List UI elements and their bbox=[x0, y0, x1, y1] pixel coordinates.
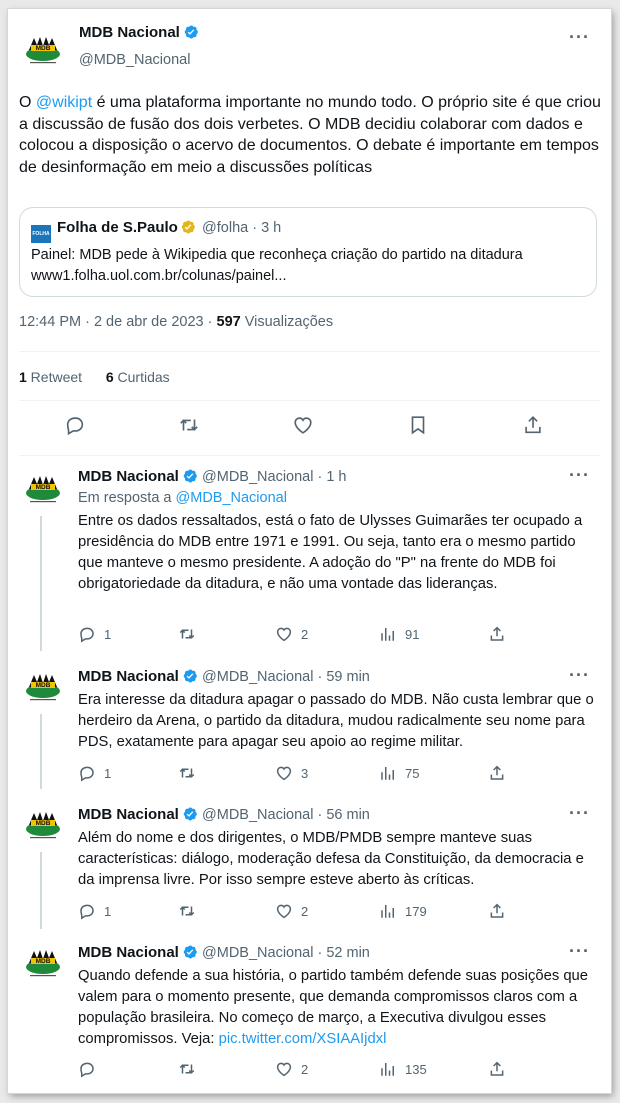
svg-text:MDB: MDB bbox=[35, 958, 51, 965]
retweet-button[interactable] bbox=[178, 1060, 204, 1078]
views-button[interactable]: 179 bbox=[379, 902, 427, 920]
share-icon bbox=[488, 625, 506, 643]
mdb-logo-icon bbox=[22, 804, 64, 846]
mdb-logo-icon bbox=[22, 468, 64, 510]
likes-stat[interactable]: 6 Curtidas bbox=[105, 369, 170, 385]
retweet-icon bbox=[178, 902, 196, 920]
author-handle[interactable]: @MDB_Nacional bbox=[79, 52, 191, 68]
share-button[interactable] bbox=[488, 902, 514, 920]
quote-title: Painel: MDB pede à Wikipedia que reconheça criação do partido na ditadura bbox=[31, 247, 523, 263]
quote-url: www1.folha.uol.com.br/colunas/painel... bbox=[31, 268, 287, 284]
verified-badge-icon bbox=[183, 24, 199, 40]
bookmark-icon[interactable] bbox=[407, 414, 429, 436]
tweet-text bbox=[19, 92, 604, 178]
quote-source-name: Folha de S.Paulo bbox=[57, 219, 178, 236]
reply-author-name[interactable]: MDB Nacional bbox=[78, 806, 179, 823]
reply-handle-time[interactable]: @MDB_Nacional · 52 min bbox=[202, 945, 370, 961]
retweets-stat[interactable]: 1 Retweet bbox=[19, 369, 83, 385]
retweet-button[interactable] bbox=[178, 764, 204, 782]
verified-badge-icon bbox=[182, 468, 198, 484]
reply-author-name[interactable]: MDB Nacional bbox=[78, 468, 179, 485]
thread-line bbox=[40, 714, 42, 789]
views-button[interactable]: 135 bbox=[379, 1060, 427, 1078]
svg-text:MDB: MDB bbox=[35, 484, 51, 491]
mdb-logo-avatar[interactable] bbox=[22, 468, 64, 510]
like-icon[interactable] bbox=[292, 414, 314, 436]
quote-source-handle: @folha · 3 h bbox=[202, 220, 282, 236]
views-label: Visualizações bbox=[240, 314, 334, 330]
reply-text: Era interesse da ditadura apagar o passado do MDB. Não custa lembrar que o herdeiro da Arena, o partido da ditadura, mudou radicalmente seu nome para PDS, exatamente para apagar seu apoio ao regime militar. bbox=[78, 692, 594, 750]
more-options-icon[interactable]: ··· bbox=[569, 803, 590, 823]
reply-icon[interactable] bbox=[64, 414, 86, 436]
more-options-icon[interactable]: ··· bbox=[569, 27, 590, 47]
reply-handle-time[interactable]: @MDB_Nacional · 56 min bbox=[202, 807, 370, 823]
reply-button[interactable]: 1 bbox=[78, 625, 111, 643]
like-icon bbox=[275, 764, 293, 782]
reply-button[interactable]: 1 bbox=[78, 764, 111, 782]
share-icon bbox=[488, 902, 506, 920]
verified-badge-icon bbox=[182, 806, 198, 822]
views-button[interactable]: 75 bbox=[379, 764, 419, 782]
svg-text:MDB: MDB bbox=[35, 820, 51, 827]
views-icon bbox=[379, 764, 397, 782]
reply-action-bar bbox=[78, 902, 518, 922]
reply-button[interactable]: 1 bbox=[78, 902, 111, 920]
tweet-thread-card bbox=[8, 9, 611, 1093]
divider bbox=[19, 455, 600, 456]
share-icon bbox=[488, 1060, 506, 1078]
reply-text: Entre os dados ressaltados, está o fato de Ulysses Guimarães ter ocupado a presidência do MDB entre 1971 e 1991. Ou seja, tanto era o mesmo partido que manteve o mesmo presidente. A adoção do "P" na frente do MDB foi obrigatoriedade da ditadura, e não uma vontade das lideranças. bbox=[78, 513, 583, 592]
divider bbox=[19, 351, 600, 352]
quoted-tweet-card[interactable] bbox=[19, 207, 597, 297]
like-button[interactable]: 2 bbox=[275, 625, 308, 643]
mention-link[interactable]: @wikipt bbox=[35, 94, 93, 111]
reply-tweet[interactable] bbox=[8, 798, 611, 935]
like-button[interactable]: 2 bbox=[275, 1060, 308, 1078]
mdb-logo-icon bbox=[22, 666, 64, 708]
reply-action-bar bbox=[78, 625, 518, 645]
reply-author-name[interactable]: MDB Nacional bbox=[78, 944, 179, 961]
main-action-bar bbox=[8, 414, 611, 444]
svg-text:MDB: MDB bbox=[35, 682, 51, 689]
divider bbox=[19, 400, 600, 401]
share-button[interactable] bbox=[488, 1060, 514, 1078]
retweet-icon[interactable] bbox=[178, 414, 200, 436]
reply-button[interactable] bbox=[78, 1060, 104, 1078]
reply-handle-time[interactable]: @MDB_Nacional · 1 h bbox=[202, 469, 347, 485]
reply-author-name[interactable]: MDB Nacional bbox=[78, 668, 179, 685]
like-button[interactable]: 3 bbox=[275, 764, 308, 782]
reply-icon bbox=[78, 625, 96, 643]
reply-handle-time[interactable]: @MDB_Nacional · 59 min bbox=[202, 669, 370, 685]
reply-text: Além do nome e dos dirigentes, o MDB/PMDB sempre manteve suas características: diálogo, moderação defesa da Constituição, da democracia e da imprensa livre. Por isso sempre esteve aberto às críticas. bbox=[78, 830, 584, 888]
views-count: 597 bbox=[216, 314, 241, 330]
share-icon bbox=[488, 764, 506, 782]
retweet-button[interactable] bbox=[178, 902, 204, 920]
reply-tweet[interactable] bbox=[8, 660, 611, 795]
reply-action-bar bbox=[78, 764, 518, 784]
like-icon bbox=[275, 902, 293, 920]
like-icon bbox=[275, 625, 293, 643]
reply-icon bbox=[78, 764, 96, 782]
verified-badge-icon bbox=[182, 668, 198, 684]
share-button[interactable] bbox=[488, 764, 514, 782]
in-reply-to: Em resposta a @MDB_Nacional bbox=[78, 490, 287, 506]
reply-action-bar bbox=[78, 1060, 518, 1080]
views-icon bbox=[379, 1060, 397, 1078]
mdb-logo-avatar[interactable] bbox=[22, 666, 64, 708]
tweet-meta bbox=[19, 314, 333, 330]
mdb-logo-icon bbox=[22, 29, 64, 71]
reply-icon bbox=[78, 1060, 96, 1078]
more-options-icon[interactable]: ··· bbox=[569, 465, 590, 485]
in-reply-handle-link[interactable]: @MDB_Nacional bbox=[175, 490, 287, 506]
views-button[interactable]: 91 bbox=[379, 625, 419, 643]
more-options-icon[interactable]: ··· bbox=[569, 941, 590, 961]
tweet-stats bbox=[19, 369, 170, 385]
mdb-logo-avatar[interactable] bbox=[22, 29, 64, 71]
reply-icon bbox=[78, 902, 96, 920]
share-button[interactable] bbox=[488, 625, 514, 643]
share-icon[interactable] bbox=[522, 414, 544, 436]
thread-line bbox=[40, 852, 42, 929]
reply-tweet[interactable] bbox=[8, 936, 611, 1086]
retweet-icon bbox=[178, 1060, 196, 1078]
mdb-logo-icon bbox=[22, 942, 64, 984]
more-options-icon[interactable]: ··· bbox=[569, 665, 590, 685]
tweet-timestamp[interactable]: 12:44 PM · 2 de abr de 2023 · bbox=[19, 314, 217, 330]
like-icon bbox=[275, 1060, 293, 1078]
author-name[interactable]: MDB Nacional bbox=[79, 24, 180, 41]
retweet-button[interactable] bbox=[178, 625, 204, 643]
views-icon bbox=[379, 625, 397, 643]
mdb-logo-avatar[interactable] bbox=[22, 804, 64, 846]
verified-badge-icon bbox=[182, 944, 198, 960]
views-icon bbox=[379, 902, 397, 920]
tweet-text-body: é uma plataforma importante no mundo todo. O próprio site é que criou a discussão de fusão dos dois verbetes. O MDB decidiu colaborar com dados e colocou a disposição o acervo de documentos. O debate é importante em tempos de desinformação em meio a discussões políticas bbox=[19, 94, 601, 176]
reply-text: Quando defende a sua história, o partido também defende suas posições que valem para o momento presente, que demanda compromissos claros com a população brasileira. No começo de março, a Executiva divulgou esses compromissos. Veja: pic.twitter.com/XSIAAIjdxl bbox=[78, 968, 589, 1047]
retweet-icon bbox=[178, 764, 196, 782]
svg-text:MDB: MDB bbox=[35, 45, 51, 52]
folha-logo-icon: FOLHA bbox=[31, 225, 51, 243]
mdb-logo-avatar[interactable] bbox=[22, 942, 64, 984]
like-button[interactable]: 2 bbox=[275, 902, 308, 920]
pic-link[interactable]: pic.twitter.com/XSIAAIjdxl bbox=[218, 1031, 387, 1047]
thread-line bbox=[40, 516, 42, 651]
reply-tweet[interactable] bbox=[8, 460, 611, 660]
tweet-text-prefix: O bbox=[19, 94, 36, 111]
retweet-icon bbox=[178, 625, 196, 643]
gold-verified-badge-icon bbox=[180, 219, 196, 235]
